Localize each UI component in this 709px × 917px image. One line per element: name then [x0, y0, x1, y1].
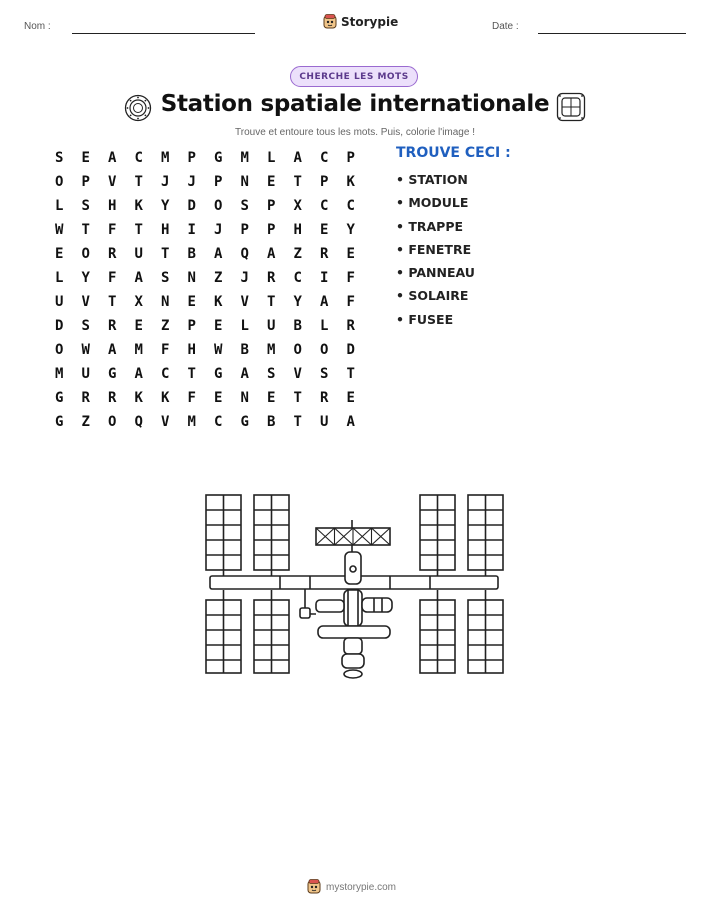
grid-letter[interactable]: O	[108, 414, 117, 430]
grid-letter[interactable]: F	[108, 270, 117, 286]
grid-letter[interactable]: C	[320, 198, 329, 214]
grid-letter[interactable]: E	[346, 246, 355, 262]
grid-letter[interactable]: W	[55, 222, 64, 238]
grid-letter[interactable]: G	[214, 150, 223, 166]
solar-panel-bottom-left-1	[206, 600, 241, 673]
grid-letter[interactable]: N	[240, 174, 249, 190]
grid-letter[interactable]: N	[161, 294, 170, 310]
word-list-item: • PANNEAU	[396, 265, 475, 281]
grid-letter[interactable]: P	[267, 198, 276, 214]
date-label: Date :	[492, 21, 519, 32]
grid-letter[interactable]: A	[240, 366, 249, 382]
grid-row	[46, 314, 364, 338]
grid-row	[46, 338, 364, 362]
solar-panel-top-right-1	[420, 495, 455, 570]
grid-letter[interactable]: T	[346, 366, 355, 382]
grid-letter[interactable]: N	[187, 270, 196, 286]
storypie-mascot-icon	[307, 879, 321, 895]
grid-letter[interactable]: F	[187, 390, 196, 406]
grid-letter[interactable]: A	[214, 246, 223, 262]
grid-row	[46, 386, 364, 410]
grid-letter[interactable]: P	[267, 222, 276, 238]
capsule-module	[342, 654, 364, 668]
grid-letter[interactable]: Z	[81, 414, 90, 430]
grid-letter[interactable]: M	[134, 342, 143, 358]
grid-letter[interactable]: Y	[293, 294, 302, 310]
grid-letter[interactable]: T	[161, 246, 170, 262]
brand-logo	[323, 14, 398, 30]
grid-letter[interactable]: S	[267, 366, 276, 382]
grid-letter[interactable]: P	[81, 174, 90, 190]
grid-letter[interactable]: A	[134, 366, 143, 382]
grid-letter[interactable]: E	[267, 390, 276, 406]
grid-letter[interactable]: L	[55, 198, 64, 214]
solar-panel-bottom-left-2	[254, 600, 289, 673]
grid-letter[interactable]: A	[267, 246, 276, 262]
activity-badge: CHERCHE LES MOTS	[290, 66, 418, 87]
grid-letter[interactable]: A	[134, 270, 143, 286]
space-station-illustration	[200, 490, 510, 685]
grid-letter[interactable]: S	[81, 198, 90, 214]
grid-letter[interactable]: D	[55, 318, 64, 334]
name-line[interactable]	[72, 33, 255, 34]
grid-letter[interactable]: Z	[161, 318, 170, 334]
grid-letter[interactable]: S	[320, 366, 329, 382]
name-label: Nom :	[24, 21, 51, 32]
grid-letter[interactable]: R	[320, 246, 329, 262]
grid-letter[interactable]: C	[134, 150, 143, 166]
side-module-left	[316, 600, 344, 612]
grid-letter[interactable]: K	[161, 390, 170, 406]
footer	[307, 879, 396, 895]
grid-row	[46, 410, 364, 434]
grid-letter[interactable]: O	[55, 174, 64, 190]
grid-letter[interactable]: E	[134, 318, 143, 334]
grid-letter[interactable]: Z	[293, 246, 302, 262]
grid-letter[interactable]: T	[134, 222, 143, 238]
page-title: Station spatiale internationale	[160, 91, 550, 117]
solar-panel-top-right-2	[468, 495, 503, 570]
solar-panel-bottom-right-1	[420, 600, 455, 673]
grid-letter[interactable]: C	[293, 270, 302, 286]
grid-letter[interactable]: M	[240, 150, 249, 166]
grid-letter[interactable]: X	[293, 198, 302, 214]
grid-letter[interactable]: H	[187, 342, 196, 358]
grid-row	[46, 146, 364, 170]
grid-letter[interactable]: W	[214, 342, 223, 358]
grid-letter[interactable]: T	[108, 294, 117, 310]
grid-letter[interactable]: V	[81, 294, 90, 310]
grid-letter[interactable]: Y	[161, 198, 170, 214]
grid-letter[interactable]: X	[134, 294, 143, 310]
grid-letter[interactable]: A	[108, 342, 117, 358]
grid-letter[interactable]: F	[108, 222, 117, 238]
grid-letter[interactable]: T	[134, 174, 143, 190]
word-list-item: • FENETRE	[396, 241, 472, 257]
grid-letter[interactable]: J	[240, 270, 249, 286]
grid-letter[interactable]: V	[240, 294, 249, 310]
grid-letter[interactable]: G	[55, 414, 64, 430]
grid-letter[interactable]: I	[187, 222, 196, 238]
grid-letter[interactable]: Y	[81, 270, 90, 286]
porthole-icon	[124, 94, 152, 122]
grid-letter[interactable]: F	[346, 270, 355, 286]
grid-letter[interactable]: B	[267, 414, 276, 430]
grid-letter[interactable]: E	[320, 222, 329, 238]
grid-letter[interactable]: E	[214, 318, 223, 334]
core-module	[344, 590, 362, 626]
grid-letter[interactable]: L	[240, 318, 249, 334]
grid-letter[interactable]: T	[293, 414, 302, 430]
grid-letter[interactable]: E	[214, 390, 223, 406]
grid-row	[46, 194, 364, 218]
grid-letter[interactable]: W	[81, 342, 90, 358]
grid-letter[interactable]: I	[320, 270, 329, 286]
hatch-window-icon	[556, 92, 586, 122]
grid-letter[interactable]: G	[55, 390, 64, 406]
solar-panel-top-left-2	[254, 495, 289, 570]
grid-letter[interactable]: B	[187, 246, 196, 262]
grid-letter[interactable]: P	[187, 318, 196, 334]
solar-panel-top-left-1	[206, 495, 241, 570]
grid-letter[interactable]: O	[81, 246, 90, 262]
grid-letter[interactable]: H	[108, 198, 117, 214]
grid-letter[interactable]: M	[267, 342, 276, 358]
word-list-item: • SOLAIRE	[396, 288, 469, 304]
grid-letter[interactable]: T	[187, 366, 196, 382]
grid-letter[interactable]: C	[161, 366, 170, 382]
grid-letter[interactable]: U	[81, 366, 90, 382]
word-list-item: • STATION	[396, 172, 468, 187]
side-module-right	[362, 598, 392, 612]
grid-letter[interactable]: L	[267, 150, 276, 166]
grid-letter[interactable]: P	[214, 174, 223, 190]
grid-letter[interactable]: R	[108, 390, 117, 406]
grid-letter[interactable]: R	[108, 318, 117, 334]
grid-row	[46, 242, 364, 266]
grid-letter[interactable]: O	[320, 342, 329, 358]
grid-letter[interactable]: Y	[346, 222, 355, 238]
grid-letter[interactable]: R	[320, 390, 329, 406]
grid-letter[interactable]: N	[240, 390, 249, 406]
grid-row	[46, 266, 364, 290]
word-list-item: • TRAPPE	[396, 218, 464, 234]
grid-letter[interactable]: K	[134, 198, 143, 214]
grid-letter[interactable]: F	[161, 342, 170, 358]
grid-row	[46, 362, 364, 386]
grid-letter[interactable]: V	[293, 366, 302, 382]
grid-letter[interactable]: A	[108, 150, 117, 166]
grid-letter[interactable]: E	[187, 294, 196, 310]
grid-letter[interactable]: A	[293, 150, 302, 166]
grid-letter[interactable]: Z	[214, 270, 223, 286]
grid-letter[interactable]: T	[293, 390, 302, 406]
grid-letter[interactable]: P	[346, 150, 355, 166]
grid-row	[46, 170, 364, 194]
grid-letter[interactable]: A	[320, 294, 329, 310]
storypie-mascot-icon	[323, 14, 337, 30]
grid-letter[interactable]: E	[55, 246, 64, 262]
grid-letter[interactable]: J	[187, 174, 196, 190]
grid-letter[interactable]: P	[240, 222, 249, 238]
grid-letter[interactable]: E	[81, 150, 90, 166]
grid-letter[interactable]: G	[108, 366, 117, 382]
grid-letter[interactable]: E	[346, 390, 355, 406]
grid-letter[interactable]: S	[240, 198, 249, 214]
grid-letter[interactable]: O	[55, 342, 64, 358]
grid-letter[interactable]: P	[320, 174, 329, 190]
grid-letter[interactable]: C	[346, 198, 355, 214]
grid-letter[interactable]: J	[161, 174, 170, 190]
grid-row	[46, 218, 364, 242]
grid-letter[interactable]: C	[214, 414, 223, 430]
grid-letter[interactable]: C	[320, 150, 329, 166]
grid-letter[interactable]: B	[293, 318, 302, 334]
grid-letter[interactable]: K	[346, 174, 355, 190]
grid-letter[interactable]: H	[161, 222, 170, 238]
word-list-item: • FUSEE	[396, 311, 454, 327]
grid-letter[interactable]: R	[267, 270, 276, 286]
grid-letter[interactable]: R	[81, 390, 90, 406]
word-list-title: TROUVE CECI :	[396, 145, 511, 161]
grid-letter[interactable]: P	[187, 150, 196, 166]
grid-letter[interactable]: M	[55, 366, 64, 382]
grid-letter[interactable]: K	[134, 390, 143, 406]
grid-letter[interactable]: Q	[134, 414, 143, 430]
grid-letter[interactable]: G	[240, 414, 249, 430]
word-search-grid[interactable]	[46, 146, 364, 434]
grid-letter[interactable]: M	[187, 414, 196, 430]
grid-letter[interactable]: S	[55, 150, 64, 166]
grid-letter[interactable]: U	[267, 318, 276, 334]
word-list-item: • MODULE	[396, 195, 469, 211]
grid-letter[interactable]: R	[108, 246, 117, 262]
grid-letter[interactable]: O	[293, 342, 302, 358]
grid-letter[interactable]: T	[81, 222, 90, 238]
grid-letter[interactable]: L	[320, 318, 329, 334]
solar-panel-bottom-right-2	[468, 600, 503, 673]
grid-letter[interactable]: R	[346, 318, 355, 334]
lower-module	[318, 626, 390, 638]
grid-letter[interactable]: K	[214, 294, 223, 310]
grid-letter[interactable]: F	[346, 294, 355, 310]
grid-letter[interactable]: V	[108, 174, 117, 190]
instructions: Trouve et entoure tous les mots. Puis, colorie l'image !	[235, 127, 475, 138]
grid-letter[interactable]: H	[293, 222, 302, 238]
grid-letter[interactable]: A	[346, 414, 355, 430]
grid-letter[interactable]: J	[214, 222, 223, 238]
grid-letter[interactable]: D	[346, 342, 355, 358]
grid-letter[interactable]: Q	[240, 246, 249, 262]
grid-letter[interactable]: G	[214, 366, 223, 382]
grid-letter[interactable]: T	[267, 294, 276, 310]
footer-url: mystorypie.com	[326, 881, 397, 893]
grid-letter[interactable]: U	[320, 414, 329, 430]
grid-letter[interactable]: U	[55, 294, 64, 310]
grid-letter[interactable]: D	[187, 198, 196, 214]
grid-letter[interactable]: S	[161, 270, 170, 286]
grid-letter[interactable]: M	[161, 150, 170, 166]
date-line[interactable]	[538, 33, 686, 34]
grid-letter[interactable]: E	[267, 174, 276, 190]
grid-row	[46, 290, 364, 314]
grid-letter[interactable]: B	[240, 342, 249, 358]
word-list	[396, 170, 475, 333]
grid-letter[interactable]: O	[214, 198, 223, 214]
grid-letter[interactable]: S	[81, 318, 90, 334]
brand-name: Storypie	[341, 15, 399, 29]
grid-letter[interactable]: T	[293, 174, 302, 190]
grid-letter[interactable]: U	[134, 246, 143, 262]
grid-letter[interactable]: V	[161, 414, 170, 430]
grid-letter[interactable]: L	[55, 270, 64, 286]
